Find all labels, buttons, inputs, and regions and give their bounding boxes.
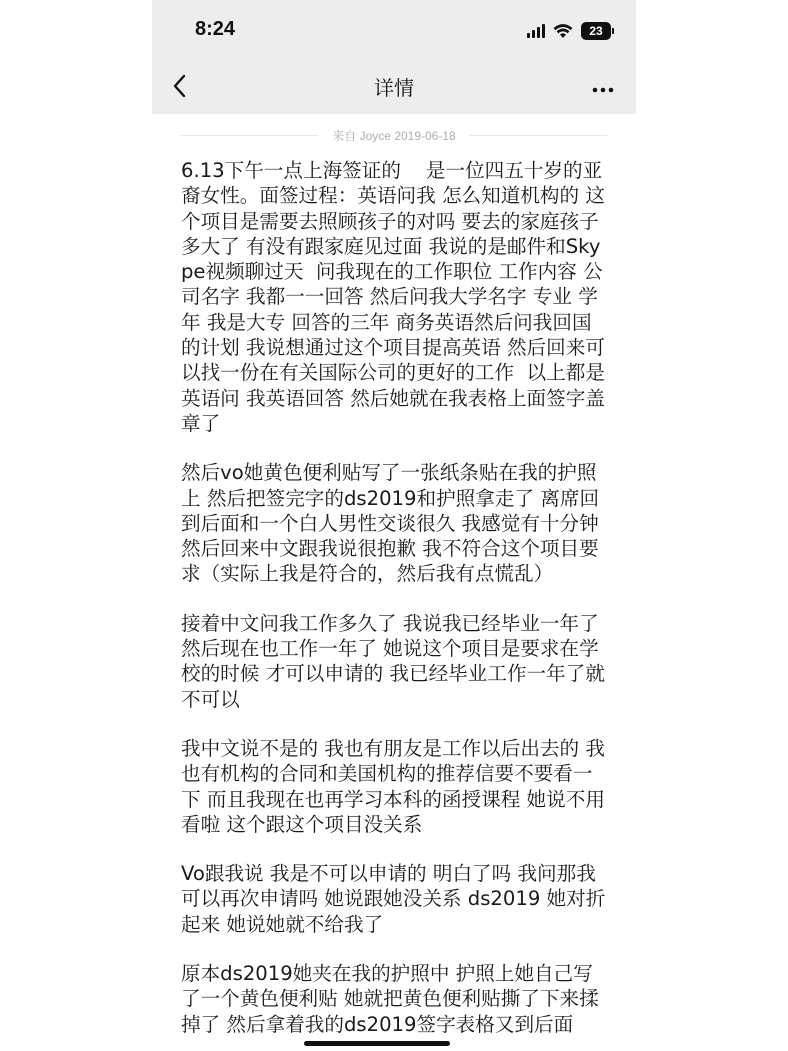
divider-right [470,135,607,136]
more-dots-icon [592,85,614,95]
divider-left [181,135,318,136]
paragraph-3: 接着中文问我工作多久了 我说我已经毕业一年了 然后现在也工作一年了 她说这个项目是要求在学校的时候 才可以申请的 我已经毕业工作一年了就不可以 [181,611,605,711]
cellular-signal-icon [527,24,545,38]
more-button[interactable] [592,80,614,90]
paragraph-4: 我中文说不是的 我也有朋友是工作以后出去的 我也有机构的合同和美国机构的推荐信要不要看一下 而且我现在也再学习本科的函授课程 她说不用看啦 这个跟这个项目没关系 [181,736,605,836]
source-meta [181,124,607,146]
paragraph-1: 6.13下午一点上海签证的 是一位四五十岁的亚裔女性。面签过程：英语问我 怎么知道机构的 这个项目是需要去照顾孩子的对吗 要去的家庭孩子多大了 有没有跟家庭见过面 我说的是邮件和Skype视频聊过天 问我现在的工作职位 工作内容 公司名字 我都一一回答 然后问我大学名字 专业 学年 我是大专 回答的三年 商务英语然后问我回国的计划 我说想通过这个项目提高英语 然后回来可以找一份在有关国际公司的更好的工作 以上都是英语问 我英语回答 然后她就在我表格上面签字盖章了 [181,159,605,435]
top-bar [152,0,636,114]
battery-icon: 23 [581,22,611,40]
home-indicator[interactable] [304,1041,450,1046]
paragraph-5: Vo跟我说 我是不可以申请的 明白了吗 我问那我可以再次申请吗 她说跟她没关系 ds2019 她对折起来 她说她就不给我了 [181,862,606,936]
status-icons [527,20,614,42]
status-time: 8:24 [195,18,236,40]
wifi-icon [553,24,573,39]
source-text: 来自 Joyce 2019-06-18 [332,128,456,143]
paragraph-2: 然后vo她黄色便利贴写了一张纸条贴在我的护照上 然后把签完字的ds2019和护照拿走了 离席回到后面和一个白人男性交谈很久 我感觉有十分钟 然后回来中文跟我说很抱歉 我不符合这个项目要求（实际上我是符合的，然后我有点慌乱） [181,461,605,586]
page-title: 详情 [374,76,414,100]
phone-screen [152,0,636,1051]
article-body [181,158,607,1051]
paragraph-6: 原本ds2019她夹在我的护照中 护照上她自己写了一个黄色便利贴 她就把黄色便利贴撕了下来揉掉了 然后拿着我的ds2019签字表格又到后面 [181,962,599,1036]
battery-cap [612,28,614,34]
